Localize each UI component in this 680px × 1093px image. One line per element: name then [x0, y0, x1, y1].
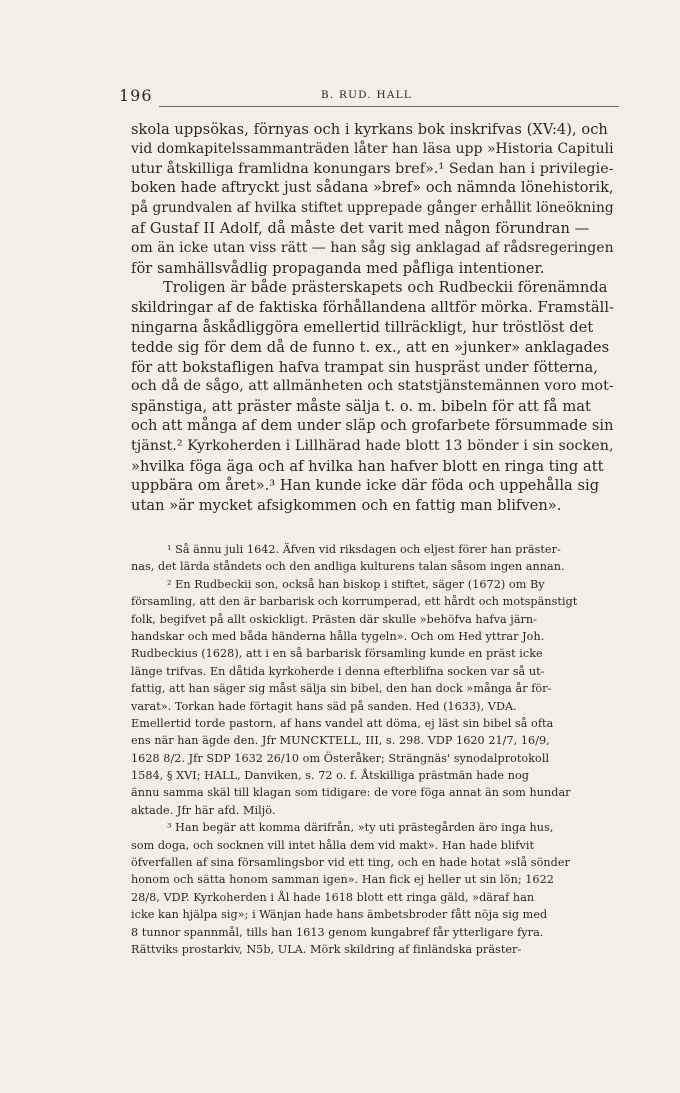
- body-line: tedde sig för dem då de funno t. ex., att en »junker» anklagades: [131, 338, 610, 356]
- footnote-line: församling, att den är barbarisk och korrumperad, ett hårdt och motspänstigt: [131, 595, 578, 609]
- body-line: utur åtskilliga framlidna konungars bref».¹ Sedan han i privilegie-: [131, 160, 614, 177]
- footnote-line: icke kan hjälpa sig»; i Wänjan hade hans ämbetsbroder fått nöja sig med: [131, 908, 548, 922]
- footnote-line: honom och sätta honom samman igen». Han fick ej heller ut sin lön; 1622: [131, 873, 554, 887]
- footnote-line: ¹ Så ännu juli 1642. Äfven vid riksdagen och eljest förer han präster-: [167, 543, 561, 556]
- footnotes: [131, 541, 616, 958]
- footnote-line: 8 tunnor spannmål, tills han 1613 genom kungabref får ytterligare fyra.: [131, 925, 544, 939]
- body-line: för samhällsvådlig propaganda med påfliga intentioner.: [131, 259, 545, 277]
- body-line: skildringar af de faktiska förhållandena alltför mörka. Framställ-: [131, 299, 615, 317]
- footnote-line: nas, det lärda ståndets och den andliga kulturens talan såsom ingen annan.: [131, 560, 565, 574]
- body-line: boken hade aftryckt just sådana »bref» och nämnda lönehistorik,: [131, 180, 614, 197]
- body-line: tjänst.² Kyrkoherden i Lillhärad hade blott 13 bönder i sin socken,: [131, 437, 614, 454]
- body-line: »hvilka föga äga och af hvilka han hafver blott en ringa ting att: [131, 457, 604, 475]
- footnote-line: öfverfallen af sina församlingsbor vid ett ting, och en hade hotat »slå sönder: [131, 856, 570, 870]
- footnote-line: 1584, § XVI; HALL, Danviken, s. 72 o. f. Åtskilliga prästmän hade nog: [131, 769, 529, 783]
- body-line: af Gustaf II Adolf, då måste det varit med någon förundran —: [131, 219, 590, 237]
- footnote-line: folk, begifvet på allt oskickligt. Prästen där skulle »behöfva hafva järn-: [131, 612, 538, 626]
- footnote-line: ens när han ägde den. Jfr MUNCKTELL, III, s. 298. VDP 1620 21/7, 16/9,: [131, 734, 550, 748]
- page-number: 196: [119, 86, 153, 105]
- body-line: skola uppsökas, förnyas och i kyrkans bok inskrifvas (XV:4), och: [131, 121, 608, 138]
- body-line: Troligen är både prästerskapets och Rudbeckii förenämnda: [163, 279, 608, 297]
- footnote-line: Emellertid torde pastorn, af hans vandel att döma, ej läst sin bibel så ofta: [131, 716, 554, 730]
- running-head: B. RUD. HALL: [321, 89, 412, 101]
- footnote-line: Rättviks prostarkiv, N5b, ULA. Mörk skildring af finländska präster-: [131, 942, 522, 956]
- body-line: på grundvalen af hvilka stiftet upprepade gånger erhållit löneökning: [131, 200, 614, 217]
- footnote-line: 28/8, VDP. Kyrkoherden i Ål hade 1618 blott ett ringa gäld, »däraf han: [131, 890, 535, 904]
- body-line: om än icke utan viss rätt — han såg sig anklagad af rådsregeringen: [131, 239, 614, 256]
- body-line: utan »är mycket afsigkommen och en fattig man blifven».: [131, 497, 562, 515]
- header-rule: [159, 106, 619, 107]
- body-line: ningarna åskådliggöra emellertid tillräckligt, hur tröstlöst det: [131, 318, 594, 336]
- footnote-line: varat». Torkan hade förtagit hans säd på sanden. Hed (1633), VDA.: [131, 699, 517, 713]
- footnote-line: aktade. Jfr här afd. Miljö.: [131, 803, 276, 817]
- footnote-line: som doga, och socknen vill intet hålla dem vid makt». Han hade blifvit: [131, 838, 534, 852]
- footnote-line: 1628 8/2. Jfr SDP 1632 26/10 om Österåker; Strängnäs' synodalprotokoll: [131, 751, 550, 765]
- body-line: och då de sågo, att allmänheten och statstjänstemännen voro mot-: [131, 378, 614, 395]
- footnote-line: ännu samma skäl till klagan som tidigare: de vore föga annat än som hundar: [131, 786, 571, 800]
- body-line: spänstiga, att präster måste sälja t. o. m. bibeln för att få mat: [131, 398, 591, 416]
- footnote-line: fattig, att han säger sig måst sälja sin bibel, den han dock »många år för-: [131, 682, 552, 696]
- body-line: för att bokstafligen hafva trampat sin huspräst under fötterna,: [131, 358, 598, 376]
- footnote-line: ³ Han begär att komma därifrån, »ty uti prästegården äro inga hus,: [167, 821, 554, 835]
- footnote-line: handskar och med båda händerna hålla tygeln». Och om Hed yttrar Joh.: [131, 629, 545, 643]
- body-line: och att många af dem under släp och grofarbete försummade sin: [131, 417, 614, 434]
- body-text: [131, 120, 616, 516]
- body-line: vid domkapitelssammanträden låter han läsa upp »Historia Capituli: [131, 140, 614, 157]
- body-line: uppbära om året».³ Han kunde icke där föda och uppehålla sig: [131, 477, 600, 495]
- footnote-line: länge trifvas. En dåtida kyrkoherde i denna efterblifna socken var så ut-: [131, 664, 545, 678]
- footnote-line: ² En Rudbeckii son, också han biskop i stiftet, säger (1672) om By: [167, 577, 545, 591]
- footnote-line: Rudbeckius (1628), att i en så barbarisk församling kunde en präst icke: [131, 647, 543, 661]
- page-header: [119, 86, 619, 108]
